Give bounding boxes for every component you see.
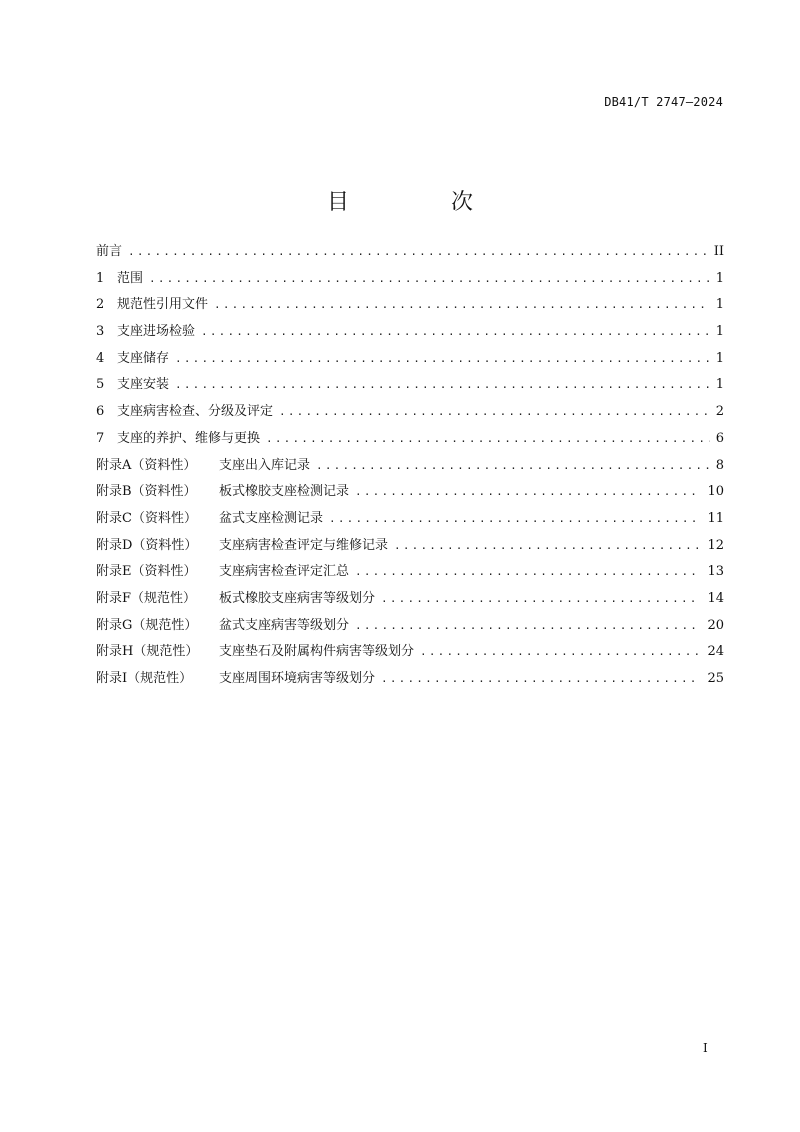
toc-entry-annex-a[interactable] [96,454,724,481]
toc-leader-dots [329,512,701,525]
toc-page-number: 12 [707,537,724,553]
toc-entry-5[interactable] [96,373,724,400]
toc-leader-dots [175,352,710,365]
toc-page-number: 11 [707,510,724,526]
toc-entry-label: 附录I（规范性） 支座周围环境病害等级划分 [96,671,376,686]
toc-leader-dots [149,272,710,285]
toc-entry-annex-c[interactable] [96,507,724,534]
toc-leader-dots [316,459,710,472]
toc-entry-label: 前言 [96,244,123,259]
toc-entry-annex-d[interactable] [96,534,724,561]
toc-entry-1[interactable] [96,267,724,294]
page-number: I [703,1041,708,1055]
toc-page-number: 6 [715,430,724,446]
toc-entry-label: 3 支座进场检验 [96,324,196,340]
toc-entry-foreword[interactable] [96,240,724,267]
toc-title: 目 次 [326,189,513,215]
table-of-contents [96,240,724,694]
toc-leader-dots [381,592,701,605]
toc-leader-dots [214,298,710,311]
toc-entry-label: 1 范围 [96,270,144,286]
toc-entry-label: 附录G（规范性） 盆式支座病害等级划分 [96,617,350,633]
toc-entry-label: 附录F（规范性） 板式橡胶支座病害等级划分 [96,590,376,606]
toc-leader-dots [201,325,710,338]
toc-page-number: 24 [707,644,724,660]
toc-leader-dots [355,485,701,498]
toc-page-number: II [713,244,724,259]
toc-entry-annex-g[interactable] [96,614,724,641]
toc-page-number: 1 [715,270,724,286]
toc-page-number: 1 [715,377,724,393]
toc-leader-dots [381,672,701,685]
toc-entry-annex-f[interactable] [96,587,724,614]
toc-page-number: 25 [707,671,724,686]
toc-page-number: 1 [715,350,724,366]
toc-entry-label: 4 支座储存 [96,350,170,366]
toc-entry-label: 6 支座病害检查、分级及评定 [96,404,274,420]
toc-entry-label: 2 规范性引用文件 [96,297,209,313]
toc-page-number: 10 [707,484,724,500]
toc-leader-dots [279,405,710,418]
toc-page-number: 2 [715,404,724,420]
toc-page-number: 1 [715,297,724,313]
toc-leader-dots [355,565,701,578]
toc-entry-annex-e[interactable] [96,560,724,587]
toc-entry-label: 附录C（资料性） 盆式支座检测记录 [96,510,324,526]
toc-entry-label: 附录E（资料性） 支座病害检查评定汇总 [96,564,350,580]
toc-entry-annex-b[interactable] [96,480,724,507]
toc-entry-label: 附录A（资料性） 支座出入库记录 [96,457,311,473]
toc-entry-2[interactable] [96,293,724,320]
toc-page-number: 20 [707,617,724,633]
toc-entry-annex-i[interactable] [96,667,724,694]
toc-entry-label: 7 支座的养护、维修与更换 [96,430,261,446]
toc-entry-7[interactable] [96,427,724,454]
toc-leader-dots [266,432,710,445]
toc-entry-label: 附录B（资料性） 板式橡胶支座检测记录 [96,484,350,500]
toc-entry-label: 附录H（规范性） 支座垫石及附属构件病害等级划分 [96,644,415,660]
toc-entry-label: 5 支座安装 [96,377,170,393]
toc-entry-annex-h[interactable] [96,640,724,667]
toc-page-number: 14 [707,590,724,606]
toc-leader-dots [175,378,710,391]
toc-page-number: 8 [715,457,724,473]
toc-page-number: 1 [715,324,724,340]
toc-leader-dots [355,619,701,632]
toc-leader-dots [394,539,701,552]
toc-page-number: 13 [707,564,724,580]
toc-entry-3[interactable] [96,320,724,347]
toc-entry-label: 附录D（资料性） 支座病害检查评定与维修记录 [96,537,389,553]
toc-entry-4[interactable] [96,347,724,374]
toc-leader-dots [420,645,701,658]
document-code: DB41/T 2747—2024 [604,95,723,109]
toc-leader-dots [128,245,708,258]
toc-entry-6[interactable] [96,400,724,427]
